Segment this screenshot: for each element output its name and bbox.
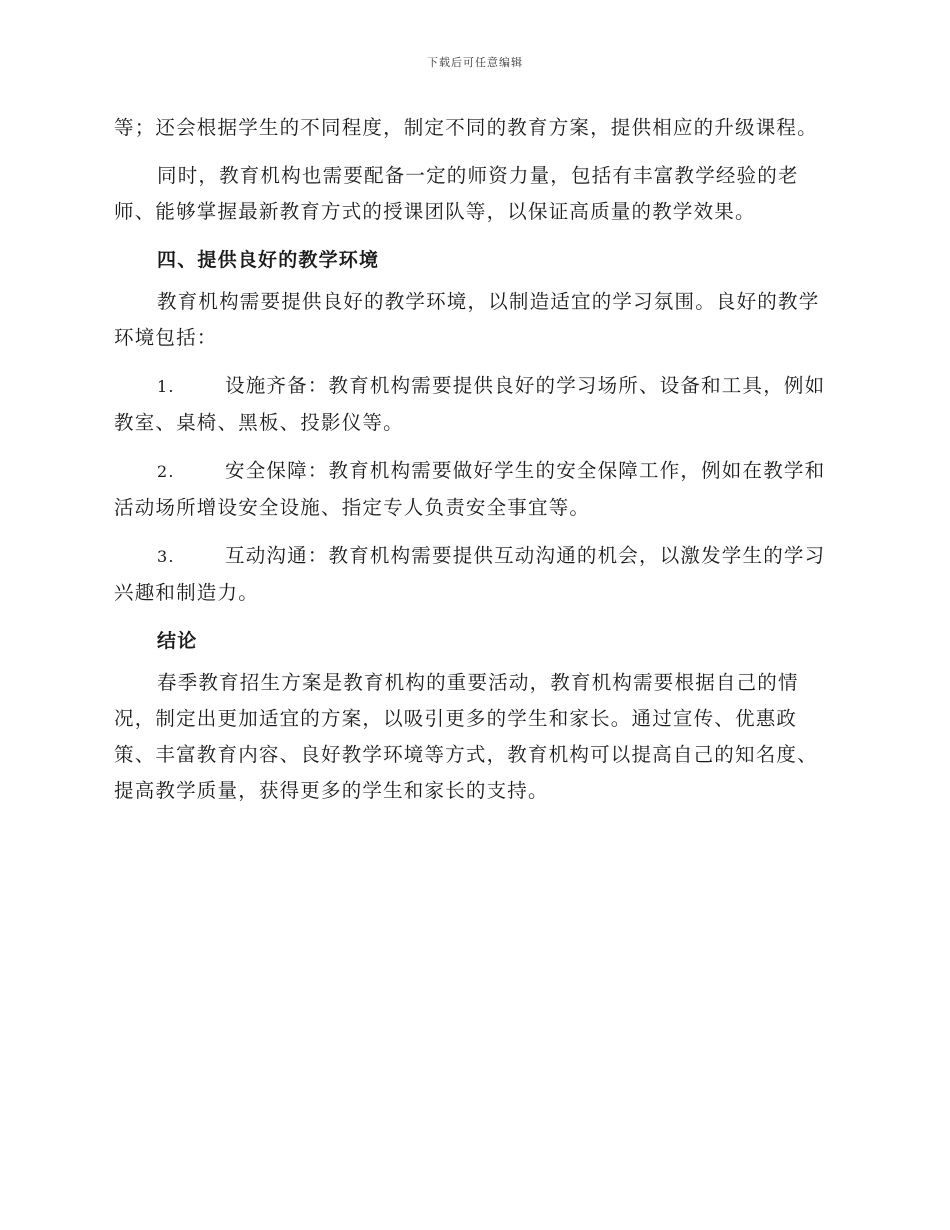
list-number: 3. [157, 547, 175, 566]
header-note: 下载后可任意编辑 [427, 56, 523, 69]
paragraph-continuation: 等；还会根据学生的不同程度，制定不同的教育方案，提供相应的升级课程。 [114, 116, 818, 139]
list-item-text: 安全保障：教育机构需要做好学生的安全保障工作，例如在教学和活动场所增设安全设施、指定专人负责安全事宜等。 [114, 459, 826, 519]
paragraph-environment-intro: 教育机构需要提供良好的教学环境，以制造适宜的学习氛围。良好的教学环境包括： [114, 290, 820, 349]
list-item-safety [114, 453, 834, 526]
paragraph-conclusion: 春季教育招生方案是教育机构的重要活动，教育机构需要根据自己的情况，制定出更加适宜的方案，以吸引更多的学生和家长。通过宣传、优惠政策、丰富教育内容、良好教学环境等方式，教育机构可以提高自己的知名度、提高教学质量，获得更多的学生和家长的支持。 [114, 671, 818, 802]
section-heading-environment: 四、提供良好的教学环境 [157, 249, 380, 271]
list-number: 2. [157, 462, 175, 481]
list-item-communication [114, 538, 834, 611]
section-heading-conclusion: 结论 [157, 630, 198, 652]
paragraph-teachers: 同时，教育机构也需要配备一定的师资力量，包括有丰富教学经验的老师、能够掌握最新教育方式的授课团队等，以保证高质量的教学效果。 [114, 164, 799, 223]
list-item-text: 设施齐备：教育机构需要提供良好的学习场所、设备和工具，例如教室、桌椅、黑板、投影仪等。 [114, 374, 826, 434]
list-number: 1. [157, 377, 175, 396]
document-body [114, 110, 834, 821]
list-item-facilities [114, 368, 834, 441]
list-item-text: 互动沟通：教育机构需要提供互动沟通的机会，以激发学生的学习兴趣和制造力。 [114, 544, 826, 604]
